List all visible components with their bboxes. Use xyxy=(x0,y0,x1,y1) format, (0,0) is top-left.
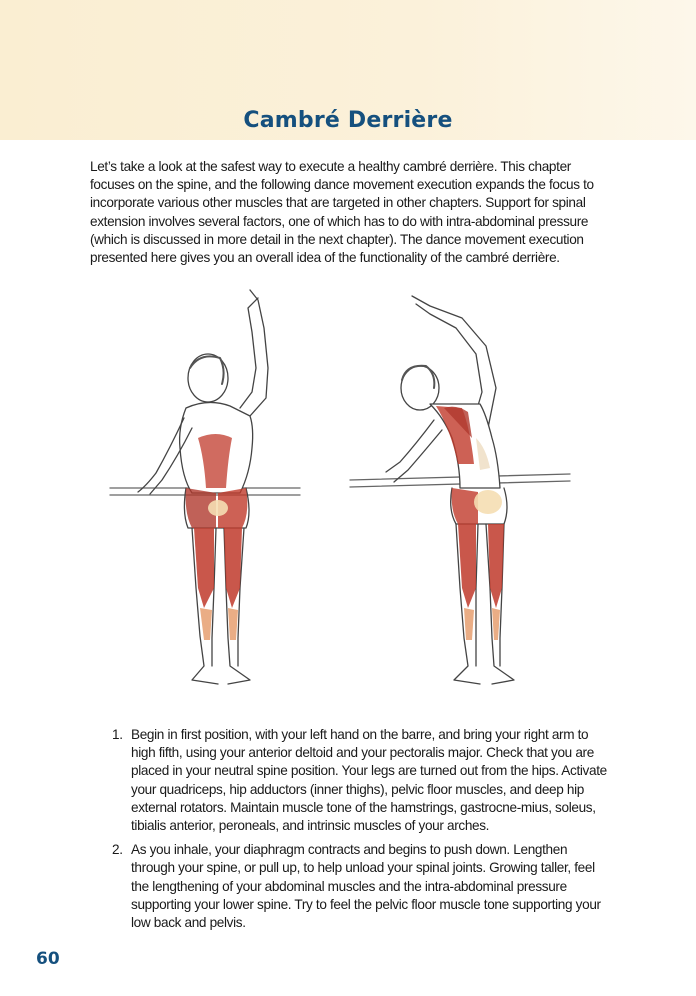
illustration-canvas xyxy=(100,288,600,698)
list-item xyxy=(112,726,608,835)
step-number: 2. xyxy=(112,842,123,858)
step-text: As you inhale, your diaphragm contracts and begins to push down. Lengthen through your spine, or pull up, to help unload your spinal joints. Growing taller, feel the lengthening of your abdominal muscles and the intra-abdominal pressure supporting your lower spine. Try to feel the pelvic floor muscle tone supporting your low back and pelvis. xyxy=(131,842,601,931)
page-title: Cambré Derrière xyxy=(243,108,453,133)
list-item xyxy=(112,841,608,932)
step-text: Begin in first position, with your left hand on the barre, and bring your right arm to high fifth, using your anterior deltoid and your pectoralis major. Check that you are placed in your neutral spine position. Your legs are turned out from the hips. Activate your quadriceps, hip adductors (inner thighs), pelvic floor muscles, and deep hip external rotators. Maintain muscle tone of the hamstrings, gastrocne-mius, soleus, tibialis anterior, peroneals, and intrinsic muscles of your arches. xyxy=(131,727,607,834)
step-number: 1. xyxy=(112,727,123,742)
anatomy-illustrations xyxy=(100,288,600,698)
steps-list xyxy=(112,726,608,938)
page-number: 60 xyxy=(36,949,60,969)
intro-paragraph: Let’s take a look at the safest way to execute a healthy cambré derrière. This chapter focuses on the spine, and the following dance movement execution expands the focus to incorporate various other muscles that are targeted in other chapters. Support for spinal extension involves several factors, one of which has to do with intra-abdominal pressure (which is discussed in more detail in the next chapter). The dance movement execution presented here gives you an overall idea of the functionality of the cambré derrière. xyxy=(90,159,594,266)
